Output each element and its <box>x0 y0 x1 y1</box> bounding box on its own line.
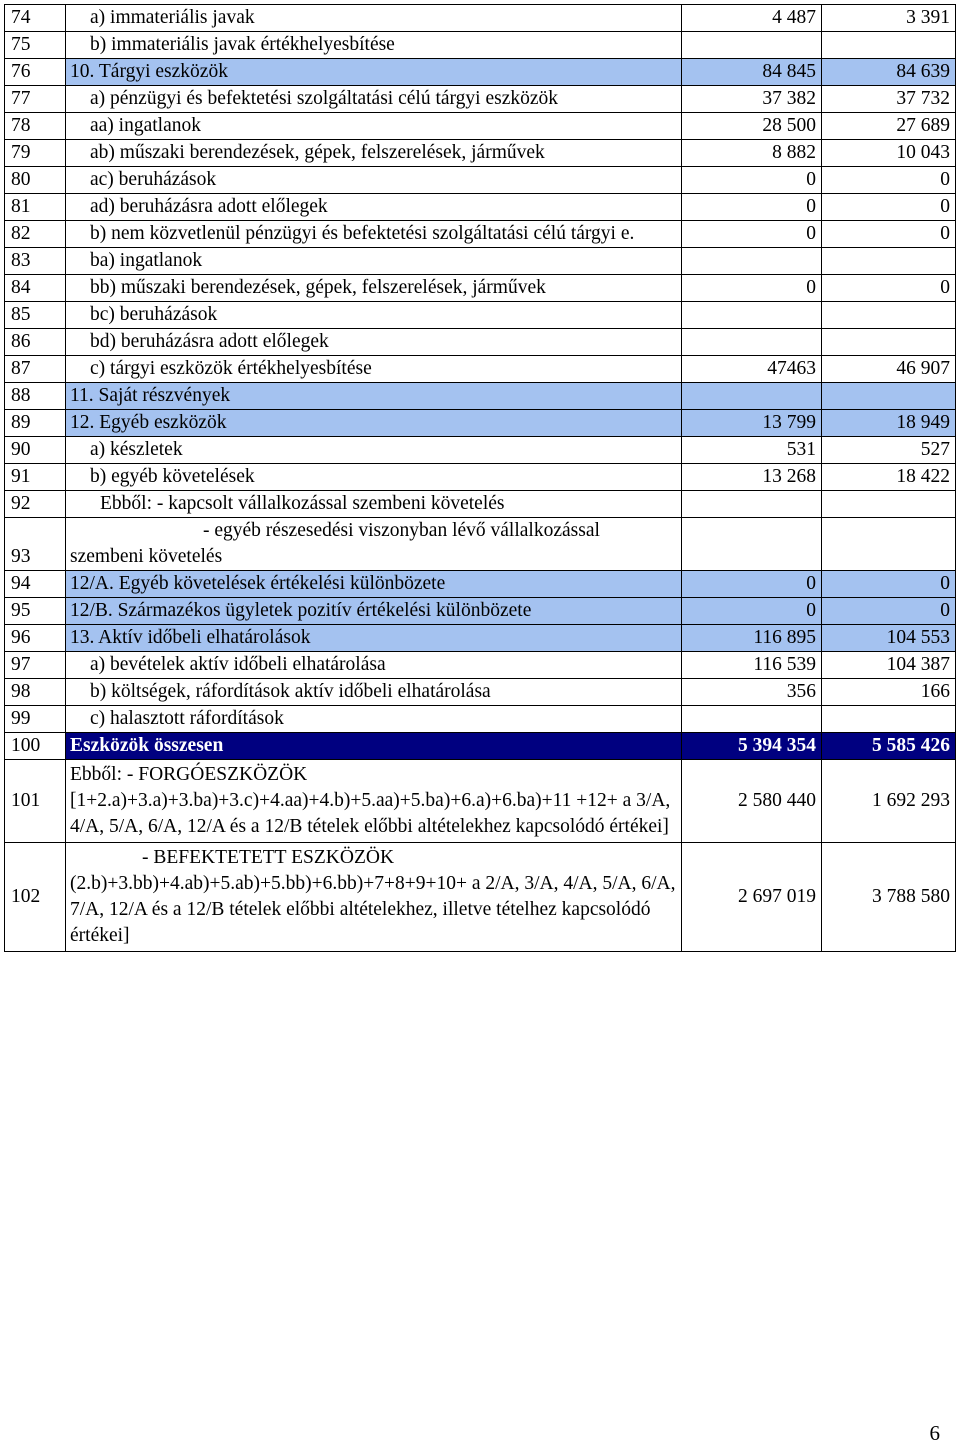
row-label: 12. Egyéb eszközök <box>66 410 682 437</box>
row-number: 80 <box>5 167 66 194</box>
row-label: b) nem közvetlenül pénzügyi és befektetési szolgáltatási célú tárgyi e. <box>66 221 682 248</box>
row-number: 88 <box>5 383 66 410</box>
row-number: 98 <box>5 679 66 706</box>
table-row <box>5 194 956 221</box>
value-previous: 1 692 293 <box>822 760 956 843</box>
row-label-line-1: Ebből: - FORGÓESZKÖZÖK <box>70 764 308 785</box>
row-label: 10. Tárgyi eszközök <box>66 59 682 86</box>
table-row <box>5 491 956 518</box>
value-previous: 0 <box>822 598 956 625</box>
row-number: 86 <box>5 329 66 356</box>
row-number: 85 <box>5 302 66 329</box>
value-previous <box>822 32 956 59</box>
row-label: b) egyéb követelések <box>66 464 682 491</box>
row-number: 97 <box>5 652 66 679</box>
row-number: 101 <box>5 760 66 843</box>
row-label <box>66 518 682 571</box>
value-previous: 84 639 <box>822 59 956 86</box>
value-current: 2 697 019 <box>682 843 822 952</box>
value-previous: 46 907 <box>822 356 956 383</box>
row-label: ac) beruházások <box>66 167 682 194</box>
value-current <box>682 32 822 59</box>
value-previous: 27 689 <box>822 113 956 140</box>
table-row <box>5 32 956 59</box>
row-number: 92 <box>5 491 66 518</box>
value-previous: 166 <box>822 679 956 706</box>
table-row <box>5 140 956 167</box>
value-previous <box>822 706 956 733</box>
row-number: 93 <box>5 518 66 571</box>
table-row <box>5 679 956 706</box>
row-label: a) bevételek aktív időbeli elhatárolása <box>66 652 682 679</box>
row-number: 78 <box>5 113 66 140</box>
value-current: 356 <box>682 679 822 706</box>
row-number: 99 <box>5 706 66 733</box>
value-current: 0 <box>682 221 822 248</box>
row-label: a) pénzügyi és befektetési szolgáltatási célú tárgyi eszközök <box>66 86 682 113</box>
row-number: 84 <box>5 275 66 302</box>
table-row <box>5 383 956 410</box>
row-number: 87 <box>5 356 66 383</box>
row-label: bb) műszaki berendezések, gépek, felszerelések, járművek <box>66 275 682 302</box>
value-current <box>682 706 822 733</box>
table-row <box>5 113 956 140</box>
value-current <box>682 518 822 571</box>
value-current: 37 382 <box>682 86 822 113</box>
row-label: aa) ingatlanok <box>66 113 682 140</box>
value-previous: 18 949 <box>822 410 956 437</box>
row-label: b) immateriális javak értékhelyesbítése <box>66 32 682 59</box>
row-number: 77 <box>5 86 66 113</box>
value-current: 2 580 440 <box>682 760 822 843</box>
table-row <box>5 437 956 464</box>
row-number: 83 <box>5 248 66 275</box>
row-label: a) immateriális javak <box>66 5 682 32</box>
value-previous: 0 <box>822 194 956 221</box>
page-number: 6 <box>929 1421 940 1445</box>
value-previous <box>822 383 956 410</box>
value-previous <box>822 302 956 329</box>
value-current <box>682 302 822 329</box>
row-label <box>66 760 682 843</box>
value-previous <box>822 329 956 356</box>
row-number: 100 <box>5 733 66 760</box>
row-number: 94 <box>5 571 66 598</box>
row-number: 91 <box>5 464 66 491</box>
value-previous <box>822 248 956 275</box>
table-row <box>5 59 956 86</box>
value-current <box>682 329 822 356</box>
value-previous: 10 043 <box>822 140 956 167</box>
row-label: 12/A. Egyéb követelések értékelési különbözete <box>66 571 682 598</box>
row-number: 89 <box>5 410 66 437</box>
value-current: 0 <box>682 571 822 598</box>
table-row <box>5 706 956 733</box>
row-label-line-1: - BEFEKTETETT ESZKÖZÖK <box>142 847 395 868</box>
table-row <box>5 5 956 32</box>
value-previous: 0 <box>822 571 956 598</box>
value-previous: 0 <box>822 221 956 248</box>
row-label-line-2: (2.b)+3.bb)+4.ab)+5.ab)+5.bb)+6.bb)+7+8+9+10+ a 2/A, 3/A, 4/A, 5/A, 6/A, 7/A, 12/A és a 12/B tételek előbbi altételekhez, illetve tételhez kapcsolódó értékei] <box>70 873 676 946</box>
table-row <box>5 356 956 383</box>
table-row <box>5 302 956 329</box>
value-current: 0 <box>682 194 822 221</box>
value-previous: 3 788 580 <box>822 843 956 952</box>
balance-sheet-table <box>4 4 956 952</box>
row-label: ad) beruházásra adott előlegek <box>66 194 682 221</box>
value-previous: 37 732 <box>822 86 956 113</box>
row-label: a) készletek <box>66 437 682 464</box>
table-row <box>5 843 956 952</box>
row-number: 76 <box>5 59 66 86</box>
value-previous: 527 <box>822 437 956 464</box>
table-row <box>5 86 956 113</box>
row-number: 75 <box>5 32 66 59</box>
row-number: 90 <box>5 437 66 464</box>
table-row <box>5 625 956 652</box>
value-current: 0 <box>682 598 822 625</box>
row-label: Eszközök összesen <box>66 733 682 760</box>
value-previous: 0 <box>822 167 956 194</box>
value-previous: 0 <box>822 275 956 302</box>
value-current: 116 895 <box>682 625 822 652</box>
value-previous <box>822 518 956 571</box>
table-row <box>5 518 956 571</box>
value-previous: 18 422 <box>822 464 956 491</box>
value-current: 0 <box>682 167 822 194</box>
table-row <box>5 464 956 491</box>
row-number: 95 <box>5 598 66 625</box>
table-row <box>5 329 956 356</box>
value-current: 0 <box>682 275 822 302</box>
value-current: 84 845 <box>682 59 822 86</box>
value-current: 531 <box>682 437 822 464</box>
row-label: b) költségek, ráfordítások aktív időbeli elhatárolása <box>66 679 682 706</box>
value-current: 13 799 <box>682 410 822 437</box>
table-row <box>5 248 956 275</box>
row-label <box>66 843 682 952</box>
table-row <box>5 167 956 194</box>
value-previous: 5 585 426 <box>822 733 956 760</box>
row-label: ba) ingatlanok <box>66 248 682 275</box>
row-label: 13. Aktív időbeli elhatárolások <box>66 625 682 652</box>
table-row <box>5 275 956 302</box>
value-current: 8 882 <box>682 140 822 167</box>
row-number: 79 <box>5 140 66 167</box>
value-previous: 104 387 <box>822 652 956 679</box>
value-current: 28 500 <box>682 113 822 140</box>
row-number: 82 <box>5 221 66 248</box>
row-label: Ebből: - kapcsolt vállalkozással szembeni követelés <box>66 491 682 518</box>
table-row <box>5 598 956 625</box>
value-current <box>682 248 822 275</box>
row-number: 96 <box>5 625 66 652</box>
row-label-line-1: - egyéb részesedési viszonyban lévő vállalkozással <box>203 520 600 541</box>
value-current: 4 487 <box>682 5 822 32</box>
row-label: 12/B. Származékos ügyletek pozitív értékelési különbözete <box>66 598 682 625</box>
value-current <box>682 491 822 518</box>
value-current: 5 394 354 <box>682 733 822 760</box>
row-label-line-2: szembeni követelés <box>70 546 223 567</box>
row-number: 74 <box>5 5 66 32</box>
value-current: 13 268 <box>682 464 822 491</box>
value-current: 47463 <box>682 356 822 383</box>
row-label: c) halasztott ráfordítások <box>66 706 682 733</box>
value-previous <box>822 491 956 518</box>
row-number: 81 <box>5 194 66 221</box>
value-previous: 3 391 <box>822 5 956 32</box>
table-row <box>5 760 956 843</box>
row-number: 102 <box>5 843 66 952</box>
row-label-line-2: [1+2.a)+3.a)+3.ba)+3.c)+4.aa)+4.b)+5.aa)+5.ba)+6.a)+6.ba)+11 +12+ a 3/A, 4/A, 5/A, 6/A, 12/A és a 12/B tételek előbbi altételekhez kapcsolódó értékei] <box>70 790 671 837</box>
table-row <box>5 571 956 598</box>
value-current: 116 539 <box>682 652 822 679</box>
row-label: bd) beruházásra adott előlegek <box>66 329 682 356</box>
table-row <box>5 221 956 248</box>
table-row <box>5 652 956 679</box>
row-label: ab) műszaki berendezések, gépek, felszerelések, járművek <box>66 140 682 167</box>
row-label: bc) beruházások <box>66 302 682 329</box>
row-label: 11. Saját részvények <box>66 383 682 410</box>
value-previous: 104 553 <box>822 625 956 652</box>
table-row <box>5 410 956 437</box>
value-current <box>682 383 822 410</box>
row-label: c) tárgyi eszközök értékhelyesbítése <box>66 356 682 383</box>
table-row <box>5 733 956 760</box>
